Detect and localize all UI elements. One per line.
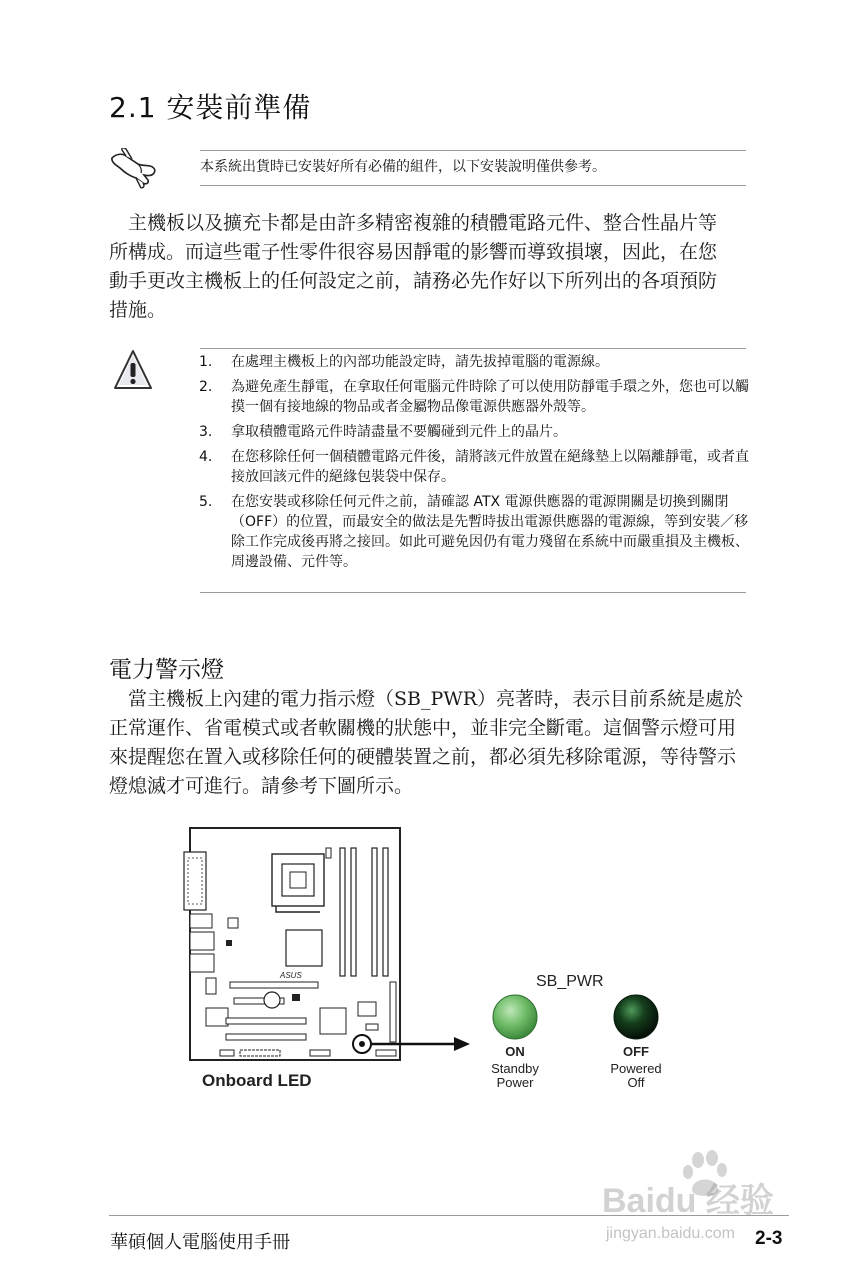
caution-list [199, 352, 749, 577]
caution-text: 為避免產生靜電，在拿取任何電腦元件時除了可以使用防靜電手環之外，您也可以觸摸一個有接地線的物品或者金屬物品像電源供應器外殼等。 [231, 379, 749, 415]
caution-number: 2. [199, 379, 213, 395]
note-top-rule [200, 150, 746, 151]
intro-line: 所構成。而這些電子性零件很容易因靜電的影響而導致損壞，因此，在您 [109, 241, 718, 263]
caution-number: 1. [199, 354, 213, 370]
page-number: 2-3 [755, 1228, 783, 1249]
onboard-led-diagram [180, 822, 680, 1102]
note-bottom-rule [200, 185, 746, 186]
motherboard-illustration [184, 828, 400, 1060]
footer-title: 華碩個人電腦使用手冊 [110, 1232, 290, 1253]
caution-item [199, 377, 749, 417]
led-on-title: ON [505, 1044, 525, 1059]
caution-number: 4. [199, 449, 213, 465]
power-led-line: 來提醒您在置入或移除任何的硬體裝置之前，都必須先移除電源，等待警示 [109, 746, 737, 768]
caution-item [199, 492, 749, 572]
caution-text: 在處理主機板上的內部功能設定時，請先拔掉電腦的電源線。 [231, 354, 609, 370]
caution-number: 3. [199, 424, 213, 440]
board-logo: ASUS [280, 971, 302, 980]
led-off-title: OFF [623, 1044, 649, 1059]
intro-line: 主機板以及擴充卡都是由許多精密複雜的積體電路元件、整合性晶片等 [109, 212, 718, 234]
note-hand-icon [108, 148, 160, 190]
led-off-line2: Off [627, 1075, 645, 1090]
led-label: SB_PWR [536, 973, 604, 990]
power-led-line: 當主機板上內建的電力指示燈（SB_PWR）亮著時，表示目前系統是處於 [109, 688, 744, 710]
led-on-indicator [493, 995, 537, 1039]
power-led-line: 正常運作、省電模式或者軟關機的狀態中，並非完全斷電。這個警示燈可用 [109, 717, 737, 739]
power-led-paragraph [109, 685, 749, 801]
caution-bottom-rule [200, 592, 746, 593]
note-text: 本系統出貨時已安裝好所有必備的組件，以下安裝說明僅供參考。 [200, 159, 606, 175]
caution-item [199, 422, 749, 442]
watermark-brand: Baidu 经验 [602, 1182, 774, 1220]
footer-rule [109, 1215, 789, 1216]
caution-text: 在您安裝或移除任何元件之前，請確認 ATX 電源供應器的電源開關是切換到關閉（OFF）的位置，而最安全的做法是先暫時拔出電源供應器的電源線，等到安裝／移除工作完成後再將之接回。如此可避免因仍有電力殘留在系統中而嚴重損及主機板、周邊設備、元件等。 [231, 494, 749, 570]
led-off-line1: Powered [610, 1061, 662, 1076]
intro-line: 措施。 [109, 299, 167, 321]
caution-item [199, 352, 749, 372]
caution-text: 拿取積體電路元件時請盡量不要觸碰到元件上的晶片。 [231, 424, 567, 440]
power-led-line: 燈熄滅才可進行。請參考下圖所示。 [109, 775, 414, 797]
caution-item [199, 447, 749, 487]
intro-paragraph [109, 209, 749, 325]
led-on-line1: Standby [491, 1061, 539, 1076]
power-led-heading: 電力警示燈 [109, 657, 224, 683]
warning-icon [112, 348, 154, 394]
caution-text: 在您移除任何一個積體電路元件後，請將該元件放置在絕緣墊上以隔離靜電，或者直接放回該元件的絕緣包裝袋中保存。 [231, 449, 749, 485]
intro-line: 動手更改主機板上的任何設定之前，請務必先作好以下所列出的各項預防 [109, 270, 718, 292]
led-on-line2: Power [496, 1075, 534, 1090]
board-caption: Onboard LED [202, 1071, 312, 1090]
caution-top-rule [200, 348, 746, 349]
led-off-indicator [614, 995, 658, 1039]
caution-number: 5. [199, 494, 213, 510]
section-title: 2.1 安裝前準備 [109, 91, 312, 124]
watermark-url: jingyan.baidu.com [606, 1225, 735, 1242]
